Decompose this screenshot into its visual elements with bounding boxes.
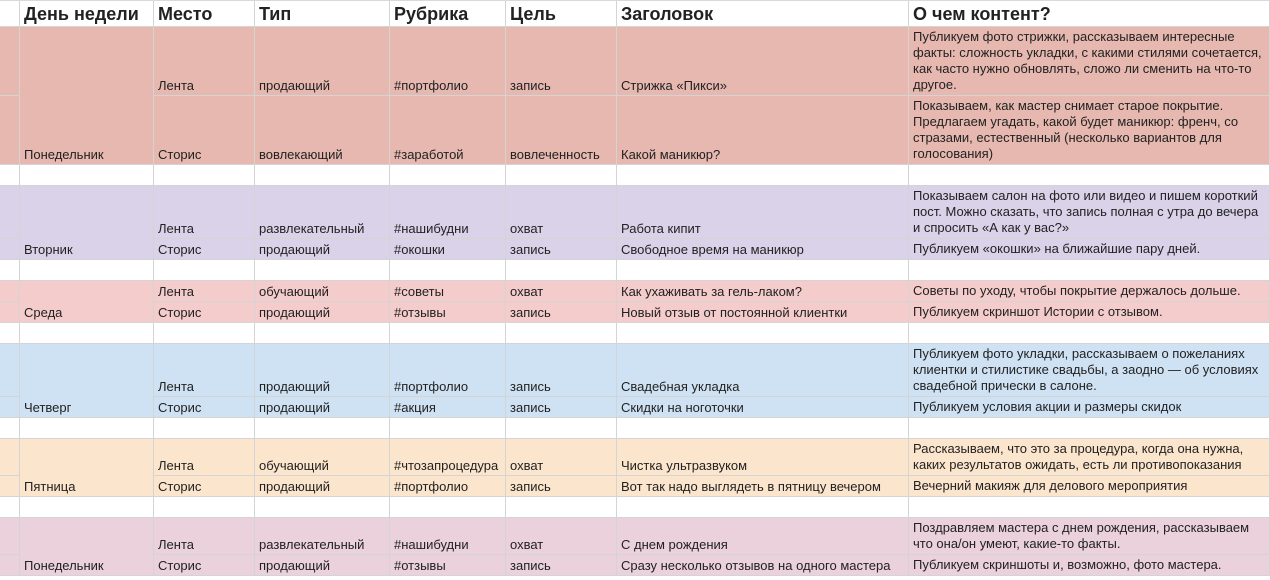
- type-cell[interactable]: обучающий: [255, 281, 390, 302]
- empty-cell[interactable]: [255, 497, 390, 518]
- empty-cell[interactable]: [909, 165, 1270, 186]
- empty-cell[interactable]: [154, 497, 255, 518]
- goal-cell[interactable]: запись: [506, 555, 617, 576]
- type-cell[interactable]: продающий: [255, 239, 390, 260]
- place-cell[interactable]: Сторис: [154, 239, 255, 260]
- day-cell[interactable]: Вторник: [20, 186, 154, 260]
- place-cell[interactable]: Лента: [154, 518, 255, 555]
- empty-cell[interactable]: [255, 323, 390, 344]
- title-cell[interactable]: Свадебная укладка: [617, 344, 909, 397]
- empty-cell[interactable]: [0, 418, 20, 439]
- goal-cell[interactable]: охват: [506, 186, 617, 239]
- goal-cell[interactable]: вовлеченность: [506, 96, 617, 165]
- empty-cell[interactable]: [20, 260, 154, 281]
- header-content[interactable]: О чем контент?: [909, 1, 1270, 27]
- row-index-cell[interactable]: [0, 96, 20, 165]
- place-cell[interactable]: Лента: [154, 439, 255, 476]
- empty-cell[interactable]: [154, 260, 255, 281]
- type-cell[interactable]: развлекательный: [255, 186, 390, 239]
- row-index-header[interactable]: [0, 1, 20, 27]
- type-cell[interactable]: обучающий: [255, 439, 390, 476]
- empty-cell[interactable]: [0, 165, 20, 186]
- type-cell[interactable]: вовлекающий: [255, 96, 390, 165]
- empty-cell[interactable]: [506, 418, 617, 439]
- empty-cell[interactable]: [909, 497, 1270, 518]
- empty-cell[interactable]: [154, 165, 255, 186]
- rubric-cell[interactable]: #заработой: [390, 96, 506, 165]
- content-cell[interactable]: Советы по уходу, чтобы покрытие держалось дольше.: [909, 281, 1270, 302]
- title-cell[interactable]: Какой маникюр?: [617, 96, 909, 165]
- place-cell[interactable]: Сторис: [154, 302, 255, 323]
- content-cell[interactable]: Публикуем скриншоты и, возможно, фото мастера.: [909, 555, 1270, 576]
- row-index-cell[interactable]: [0, 281, 20, 302]
- empty-cell[interactable]: [390, 165, 506, 186]
- empty-cell[interactable]: [0, 497, 20, 518]
- rubric-cell[interactable]: #портфолио: [390, 476, 506, 497]
- empty-cell[interactable]: [617, 418, 909, 439]
- rubric-cell[interactable]: #портфолио: [390, 344, 506, 397]
- empty-cell[interactable]: [909, 260, 1270, 281]
- title-cell[interactable]: Новый отзыв от постоянной клиентки: [617, 302, 909, 323]
- header-place[interactable]: Место: [154, 1, 255, 27]
- row-index-cell[interactable]: [0, 439, 20, 476]
- header-title[interactable]: Заголовок: [617, 1, 909, 27]
- empty-cell[interactable]: [255, 165, 390, 186]
- rubric-cell[interactable]: #чтозапроцедура: [390, 439, 506, 476]
- type-cell[interactable]: продающий: [255, 302, 390, 323]
- empty-cell[interactable]: [617, 165, 909, 186]
- row-index-cell[interactable]: [0, 302, 20, 323]
- content-cell[interactable]: Рассказываем, что это за процедура, когда она нужна, каких результатов ожидать, есть ли противопоказания: [909, 439, 1270, 476]
- type-cell[interactable]: продающий: [255, 27, 390, 96]
- goal-cell[interactable]: запись: [506, 239, 617, 260]
- day-cell[interactable]: Понедельник: [20, 27, 154, 165]
- day-cell[interactable]: Среда: [20, 281, 154, 323]
- header-goal[interactable]: Цель: [506, 1, 617, 27]
- empty-cell[interactable]: [20, 323, 154, 344]
- header-day[interactable]: День недели: [20, 1, 154, 27]
- empty-cell[interactable]: [909, 418, 1270, 439]
- header-type[interactable]: Тип: [255, 1, 390, 27]
- content-cell[interactable]: Показываем, как мастер снимает старое покрытие. Предлагаем угадать, какой будет маникюр: френч, со стразами, естественный (несколько вариантов для голосования): [909, 96, 1270, 165]
- content-cell[interactable]: Публикуем скриншот Истории с отзывом.: [909, 302, 1270, 323]
- content-cell[interactable]: Поздравляем мастера с днем рождения, рассказываем что она/он умеют, какие-то факты.: [909, 518, 1270, 555]
- goal-cell[interactable]: запись: [506, 302, 617, 323]
- place-cell[interactable]: Сторис: [154, 476, 255, 497]
- title-cell[interactable]: Чистка ультразвуком: [617, 439, 909, 476]
- rubric-cell[interactable]: #отзывы: [390, 302, 506, 323]
- content-cell[interactable]: Публикуем фото укладки, рассказываем о пожеланиях клиентки и стилистике свадьбы, а заодно — об условиях свадебной прически в салоне.: [909, 344, 1270, 397]
- row-index-cell[interactable]: [0, 186, 20, 239]
- title-cell[interactable]: Сразу несколько отзывов на одного мастера: [617, 555, 909, 576]
- empty-cell[interactable]: [506, 323, 617, 344]
- empty-cell[interactable]: [506, 260, 617, 281]
- goal-cell[interactable]: запись: [506, 27, 617, 96]
- content-cell[interactable]: Публикуем «окошки» на ближайшие пару дней.: [909, 239, 1270, 260]
- content-cell[interactable]: Показываем салон на фото или видео и пишем короткий пост. Можно сказать, что запись полная с утра до вечера и спросить «А как у вас?»: [909, 186, 1270, 239]
- type-cell[interactable]: продающий: [255, 397, 390, 418]
- place-cell[interactable]: Лента: [154, 281, 255, 302]
- empty-cell[interactable]: [909, 323, 1270, 344]
- title-cell[interactable]: Скидки на ноготочки: [617, 397, 909, 418]
- title-cell[interactable]: Стрижка «Пикси»: [617, 27, 909, 96]
- place-cell[interactable]: Сторис: [154, 397, 255, 418]
- type-cell[interactable]: продающий: [255, 344, 390, 397]
- goal-cell[interactable]: запись: [506, 397, 617, 418]
- row-index-cell[interactable]: [0, 518, 20, 555]
- day-cell[interactable]: Пятница: [20, 439, 154, 497]
- day-cell[interactable]: Понедельник: [20, 518, 154, 576]
- type-cell[interactable]: продающий: [255, 555, 390, 576]
- empty-cell[interactable]: [390, 323, 506, 344]
- place-cell[interactable]: Лента: [154, 344, 255, 397]
- row-index-cell[interactable]: [0, 344, 20, 397]
- content-cell[interactable]: Публикуем фото стрижки, рассказываем интересные факты: сложность укладки, с какими стилями сочетается, как часто нужно обновлять, сложо ли сменить на что-то другое.: [909, 27, 1270, 96]
- empty-cell[interactable]: [0, 323, 20, 344]
- rubric-cell[interactable]: #портфолио: [390, 27, 506, 96]
- content-cell[interactable]: Публикуем условия акции и размеры скидок: [909, 397, 1270, 418]
- row-index-cell[interactable]: [0, 397, 20, 418]
- empty-cell[interactable]: [390, 418, 506, 439]
- rubric-cell[interactable]: #акция: [390, 397, 506, 418]
- place-cell[interactable]: Сторис: [154, 96, 255, 165]
- empty-cell[interactable]: [390, 260, 506, 281]
- day-cell[interactable]: Четверг: [20, 344, 154, 418]
- goal-cell[interactable]: запись: [506, 476, 617, 497]
- rubric-cell[interactable]: #нашибудни: [390, 186, 506, 239]
- goal-cell[interactable]: охват: [506, 518, 617, 555]
- goal-cell[interactable]: запись: [506, 344, 617, 397]
- title-cell[interactable]: Свободное время на маникюр: [617, 239, 909, 260]
- title-cell[interactable]: Вот так надо выглядеть в пятницу вечером: [617, 476, 909, 497]
- empty-cell[interactable]: [154, 418, 255, 439]
- goal-cell[interactable]: охват: [506, 439, 617, 476]
- type-cell[interactable]: продающий: [255, 476, 390, 497]
- row-index-cell[interactable]: [0, 27, 20, 96]
- empty-cell[interactable]: [617, 260, 909, 281]
- rubric-cell[interactable]: #отзывы: [390, 555, 506, 576]
- empty-cell[interactable]: [20, 497, 154, 518]
- place-cell[interactable]: Сторис: [154, 555, 255, 576]
- content-cell[interactable]: Вечерний макияж для делового мероприятия: [909, 476, 1270, 497]
- empty-cell[interactable]: [0, 260, 20, 281]
- row-index-cell[interactable]: [0, 239, 20, 260]
- empty-cell[interactable]: [20, 165, 154, 186]
- empty-cell[interactable]: [390, 497, 506, 518]
- title-cell[interactable]: Как ухаживать за гель-лаком?: [617, 281, 909, 302]
- empty-cell[interactable]: [154, 323, 255, 344]
- empty-cell[interactable]: [20, 418, 154, 439]
- rubric-cell[interactable]: #нашибудни: [390, 518, 506, 555]
- type-cell[interactable]: развлекательный: [255, 518, 390, 555]
- empty-cell[interactable]: [617, 323, 909, 344]
- header-rubric[interactable]: Рубрика: [390, 1, 506, 27]
- row-index-cell[interactable]: [0, 555, 20, 576]
- empty-cell[interactable]: [617, 497, 909, 518]
- title-cell[interactable]: С днем рождения: [617, 518, 909, 555]
- place-cell[interactable]: Лента: [154, 27, 255, 96]
- row-index-cell[interactable]: [0, 476, 20, 497]
- place-cell[interactable]: Лента: [154, 186, 255, 239]
- rubric-cell[interactable]: #окошки: [390, 239, 506, 260]
- empty-cell[interactable]: [255, 260, 390, 281]
- title-cell[interactable]: Работа кипит: [617, 186, 909, 239]
- empty-cell[interactable]: [255, 418, 390, 439]
- empty-cell[interactable]: [506, 497, 617, 518]
- goal-cell[interactable]: охват: [506, 281, 617, 302]
- rubric-cell[interactable]: #советы: [390, 281, 506, 302]
- empty-cell[interactable]: [506, 165, 617, 186]
